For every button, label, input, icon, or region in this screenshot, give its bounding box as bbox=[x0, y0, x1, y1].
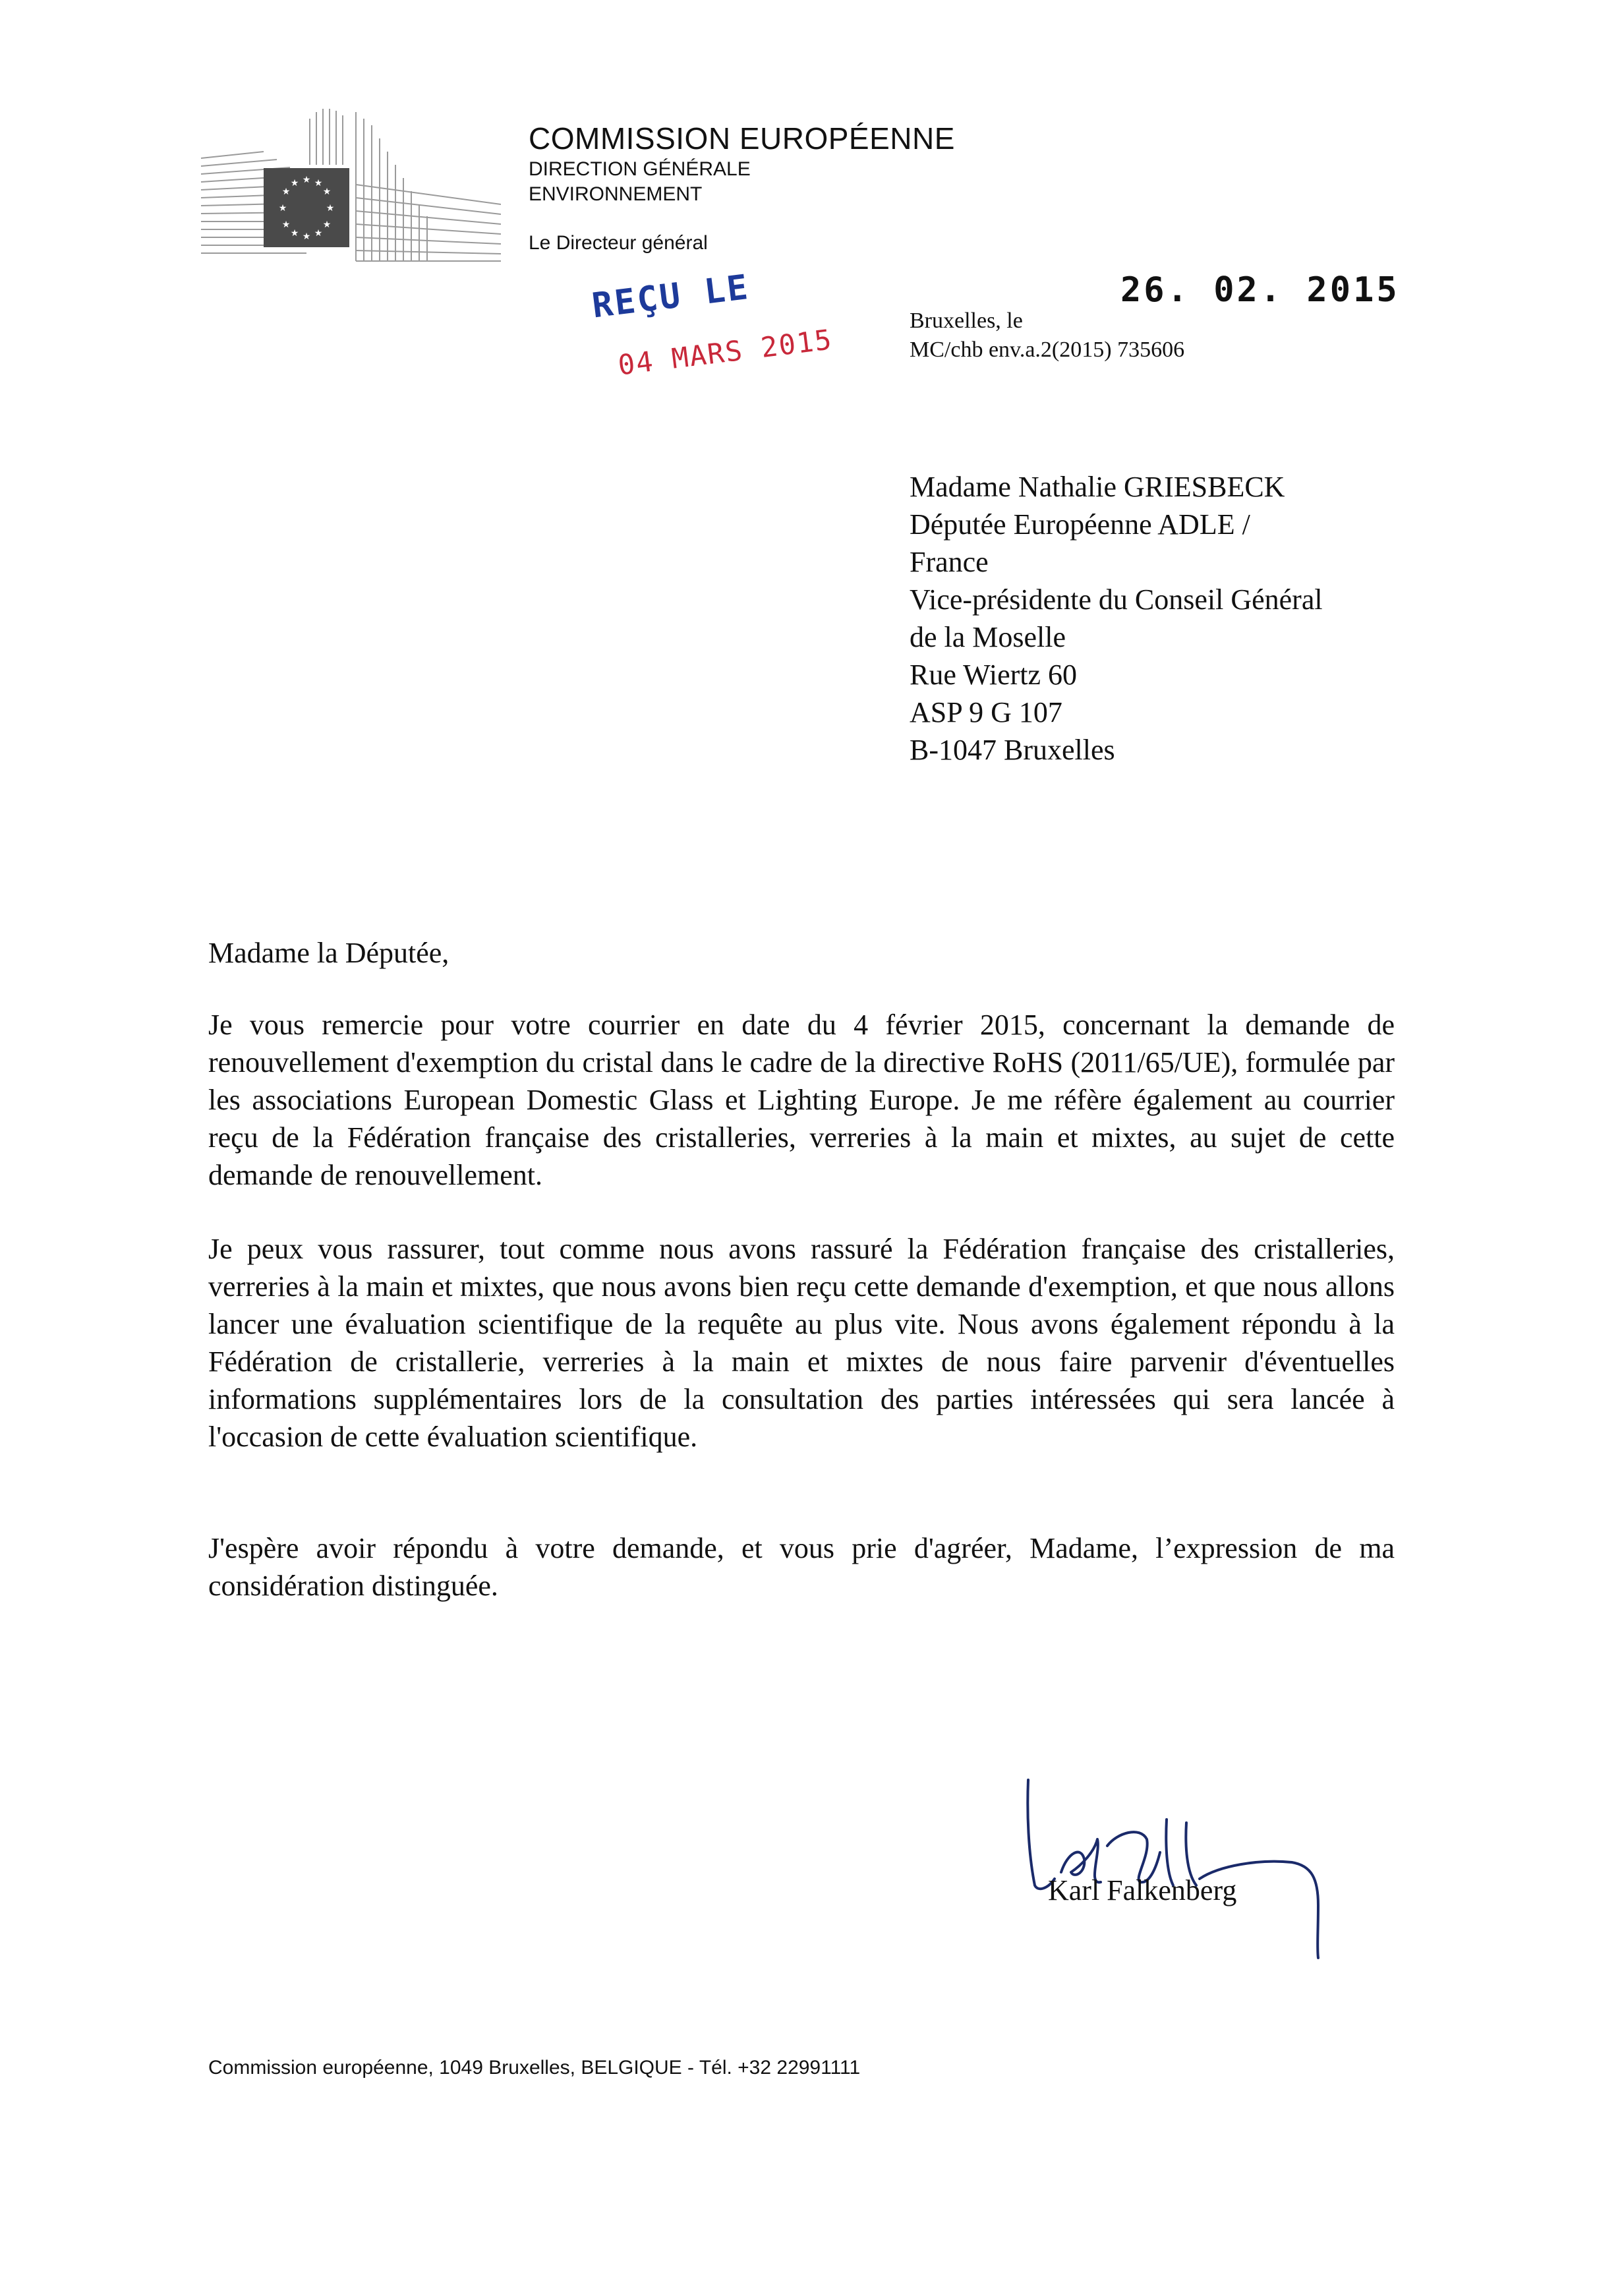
department-line-1: DIRECTION GÉNÉRALE bbox=[529, 158, 751, 180]
organization-name: COMMISSION EUROPÉENNE bbox=[529, 121, 955, 156]
body-paragraph: Je peux vous rassurer, tout comme nous avons rassuré la Fédération française des cristalleries, verreries à la main et mixtes, que nous avons bien reçu cette demande d'exemption, et que nous allons lancer une évaluation scientifique de la requête au plus vite. Nous avons également répondu à la Fédération de cristallerie, verreries à la main et mixtes de nous faire parvenir d'éventuelles informations supplémentaires lors de la consultation des parties intéressées qui sera lancée à l'occasion de cette évaluation scientifique. bbox=[208, 1233, 1395, 1453]
salutation: Madame la Députée, bbox=[208, 937, 450, 969]
director-title: Le Directeur général bbox=[529, 232, 708, 254]
svg-text:★: ★ bbox=[302, 231, 311, 242]
letter-date: 26. 02. 2015 bbox=[1120, 270, 1400, 310]
svg-text:★: ★ bbox=[281, 187, 291, 197]
letter-reference: MC/chb env.a.2(2015) 735606 bbox=[910, 338, 1185, 362]
recipient-line: Vice-présidente du Conseil Général bbox=[910, 583, 1323, 616]
letter-place: Bruxelles, le bbox=[910, 309, 1023, 333]
footer-address: Commission européenne, 1049 Bruxelles, BELGIQUE - Tél. +32 22991111 bbox=[208, 2057, 861, 2079]
svg-text:★: ★ bbox=[314, 228, 323, 239]
svg-text:★: ★ bbox=[278, 203, 287, 214]
recipient-address bbox=[910, 468, 1323, 769]
svg-text:★: ★ bbox=[302, 175, 311, 185]
svg-text:★: ★ bbox=[290, 178, 299, 189]
svg-text:★: ★ bbox=[322, 187, 332, 197]
recipient-line: France bbox=[910, 546, 989, 578]
svg-text:★: ★ bbox=[281, 220, 291, 230]
recipient-line: Députée Européenne ADLE / bbox=[910, 508, 1250, 541]
handwritten-signature-icon bbox=[1008, 1773, 1338, 1964]
svg-text:★: ★ bbox=[314, 178, 323, 189]
signatory-name: Karl Falkenberg bbox=[1048, 1874, 1237, 1906]
department-line-2: ENVIRONNEMENT bbox=[529, 183, 703, 205]
svg-text:★: ★ bbox=[326, 203, 335, 214]
recipient-line: de la Moselle bbox=[910, 621, 1066, 653]
body-paragraph: Je vous remercie pour votre courrier en date du 4 février 2015, concernant la demande de renouvellement d'exemption du cristal dans le cadre de la directive RoHS (2011/65/UE), formulée par les associations European Domestic Glass et Lighting Europe. Je me réfère également au courrier reçu de la Fédération française des cristalleries, verreries à la main et mixtes, au sujet de cette demande de renouvellement. bbox=[208, 1009, 1395, 1191]
eu-commission-logo-icon bbox=[198, 105, 501, 264]
recipient-line: Madame Nathalie GRIESBECK bbox=[910, 471, 1285, 503]
recipient-line: Rue Wiertz 60 bbox=[910, 659, 1078, 691]
svg-text:★: ★ bbox=[322, 220, 332, 230]
svg-text:★: ★ bbox=[290, 228, 299, 239]
body-paragraph: J'espère avoir répondu à votre demande, et vous prie d'agréer, Madame, l’expression de ma considération distinguée. bbox=[208, 1532, 1395, 1602]
recipient-line: B-1047 Bruxelles bbox=[910, 734, 1115, 766]
received-stamp-label: REÇU LE bbox=[590, 267, 752, 326]
recipient-line: ASP 9 G 107 bbox=[910, 696, 1062, 728]
received-stamp-date: 04 MARS 2015 bbox=[616, 323, 834, 382]
